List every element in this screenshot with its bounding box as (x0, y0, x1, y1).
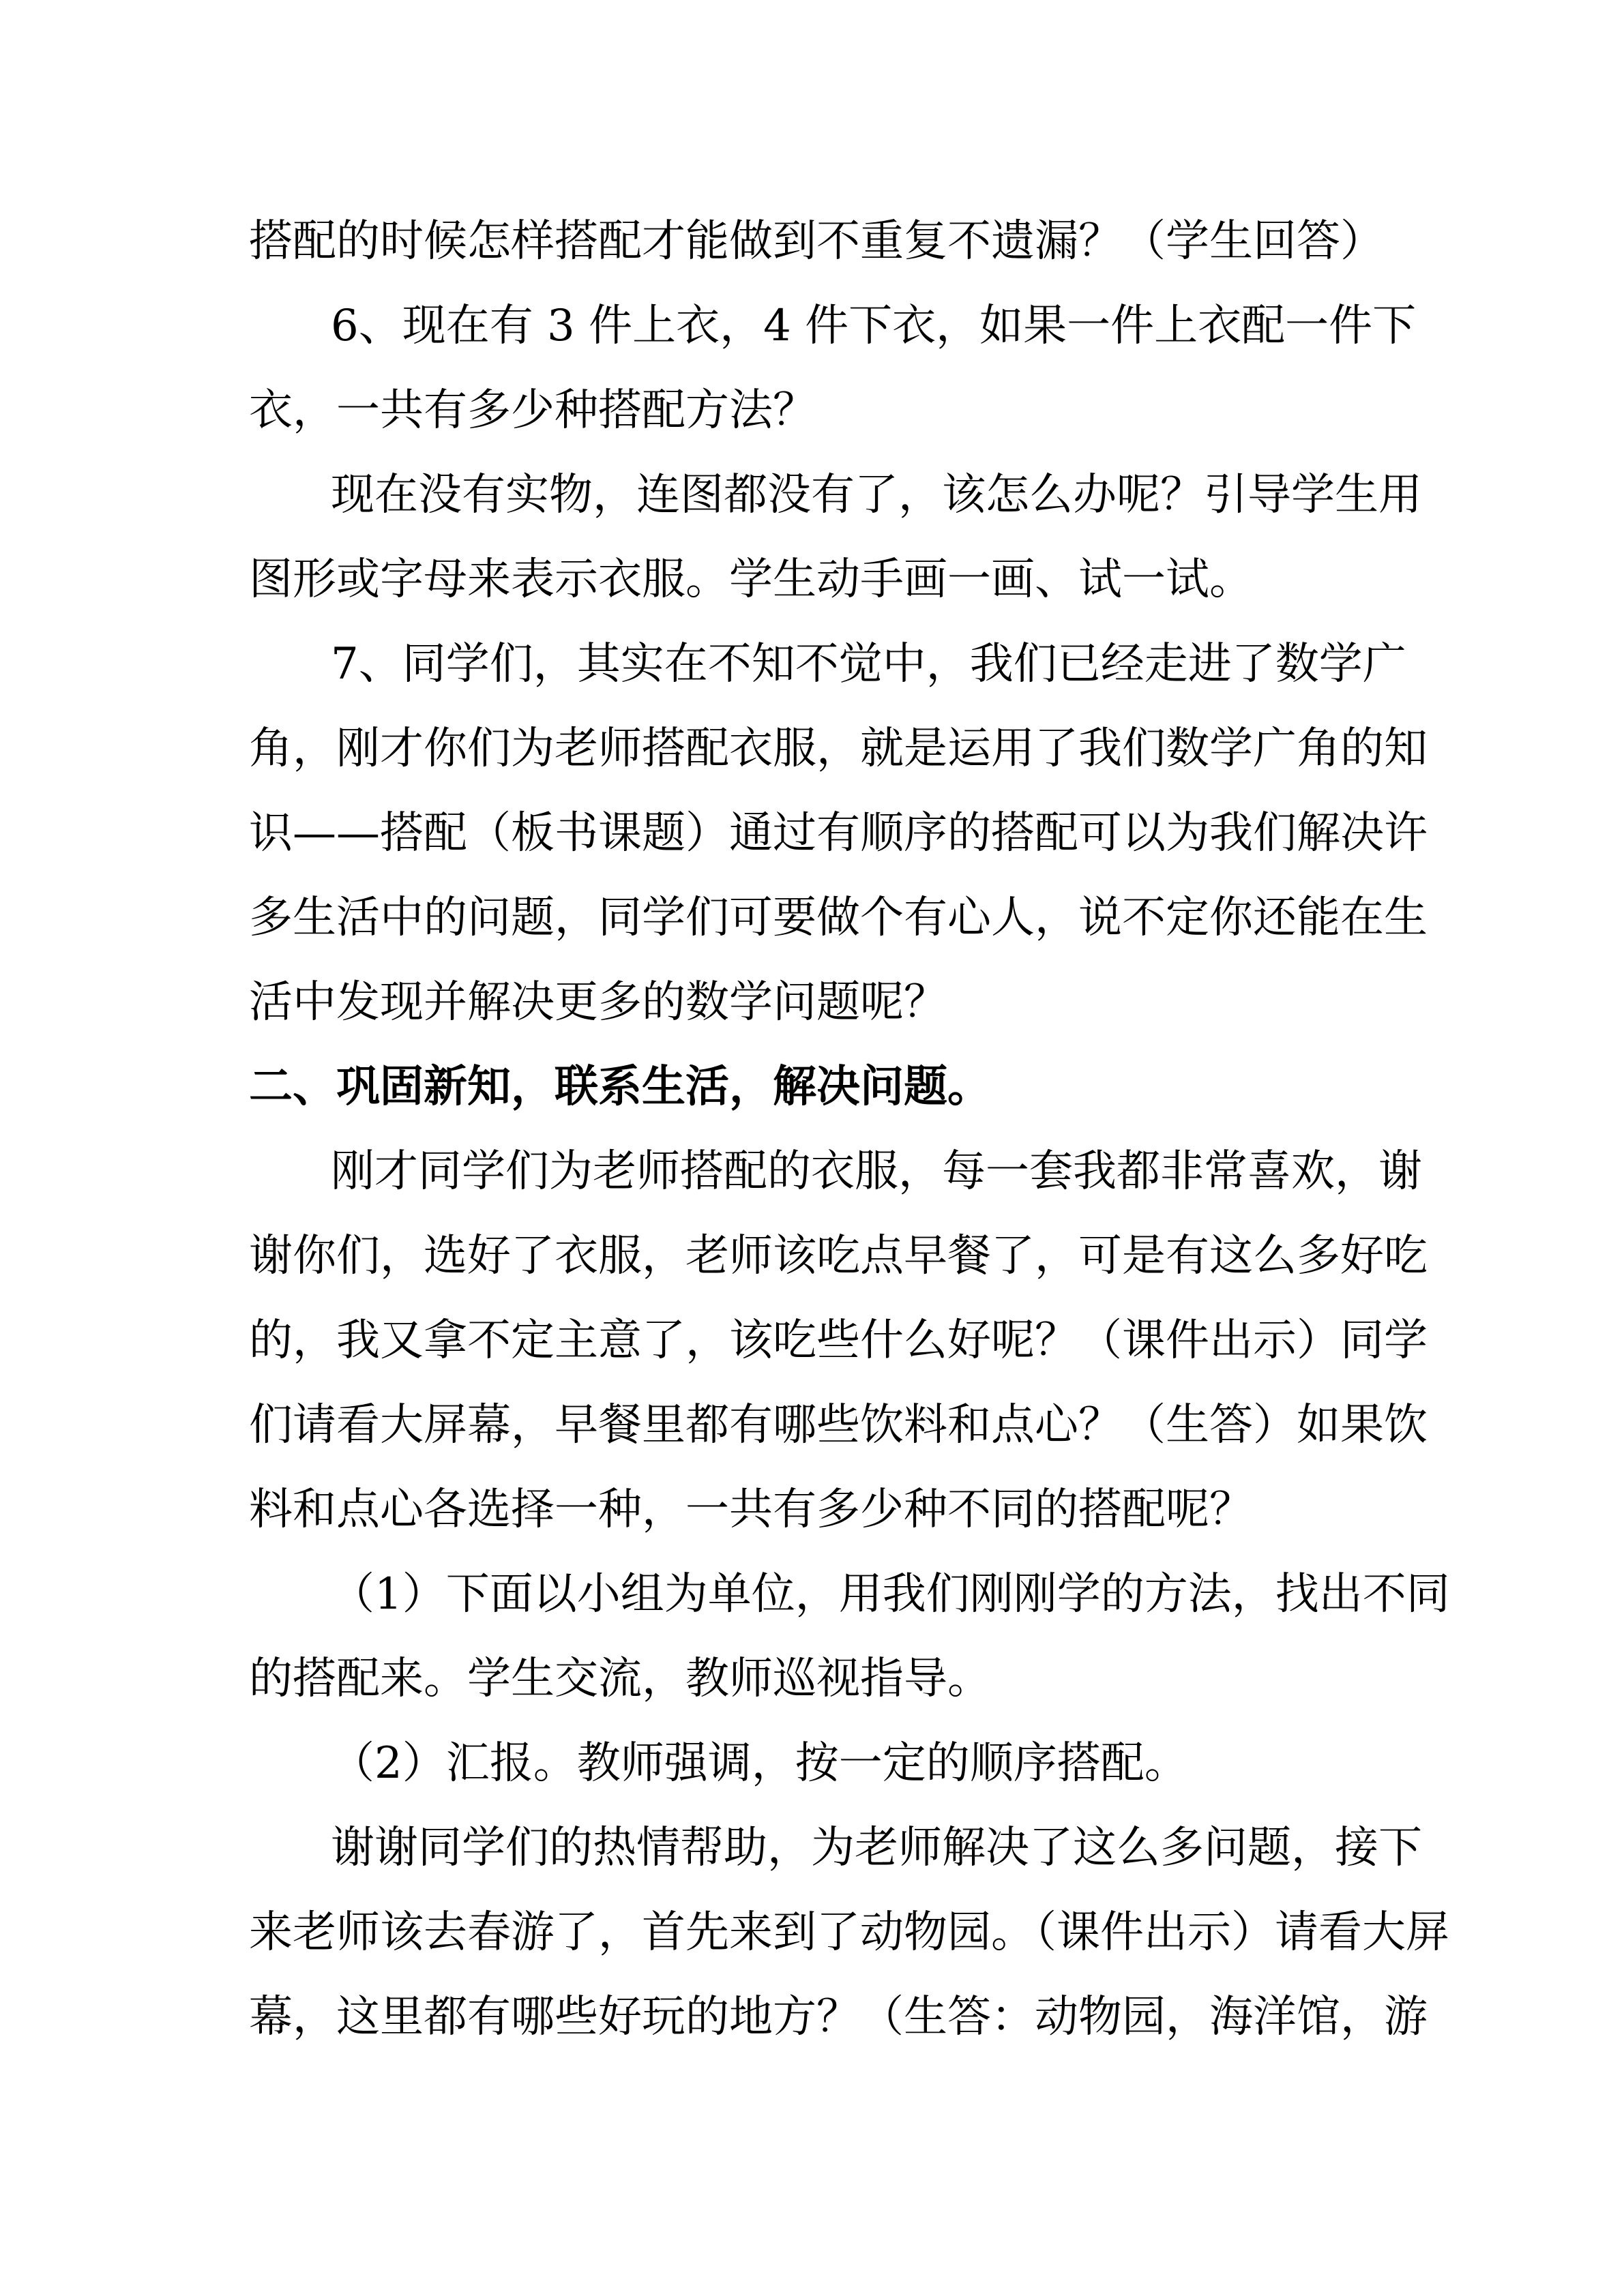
text-line: 幕，这里都有哪些好玩的地方？（生答：动物园，海洋馆，游 (249, 1992, 1428, 2042)
text-line: 谢你们，选好了衣服，老师该吃点早餐了，可是有这么多好吃 (249, 1231, 1428, 1281)
text-line: 刚才同学们为老师搭配的衣服，每一套我都非常喜欢，谢 (331, 1146, 1422, 1197)
text-line: 图形或字母来表示衣服。学生动手画一画、试一试。 (249, 554, 1253, 605)
text-line: 现在没有实物，连图都没有了，该怎么办呢？引导学生用 (331, 470, 1422, 520)
text-line: 们请看大屏幕，早餐里都有哪些饮料和点心？（生答）如果饮 (249, 1400, 1428, 1450)
text-line: 6、现在有 3 件上衣，4 件下衣，如果一件上衣配一件下 (331, 301, 1417, 351)
section-heading: 二、巩固新知，联系生活，解决问题。 (249, 1062, 991, 1112)
text-line: 的搭配来。学生交流，教师巡视指导。 (249, 1654, 991, 1704)
text-line: 谢谢同学们的热情帮助，为老师解决了这么多问题，接下 (331, 1823, 1422, 1873)
text-line: 来老师该去春游了，首先来到了动物园。（课件出示）请看大屏 (249, 1907, 1449, 1958)
text-line: （1）下面以小组为单位，用我们刚刚学的方法，找出不同 (331, 1569, 1450, 1620)
text-line: （2）汇报。教师强调，按一定的顺序搭配。 (331, 1738, 1188, 1789)
text-line: 识——搭配（板书课题）通过有顺序的搭配可以为我们解决许 (249, 808, 1428, 859)
text-line: 活中发现并解决更多的数学问题呢？ (249, 977, 947, 1028)
text-line: 料和点心各选择一种，一共有多少种不同的搭配呢？ (249, 1485, 1253, 1535)
text-line: 角，刚才你们为老师搭配衣服，就是运用了我们数学广角的知 (249, 724, 1428, 774)
text-line: 搭配的时候怎样搭配才能做到不重复不遗漏？（学生回答） (249, 216, 1384, 267)
text-line: 衣，一共有多少种搭配方法？ (249, 385, 816, 436)
text-line: 的，我又拿不定主意了，该吃些什么好呢？（课件出示）同学 (249, 1315, 1428, 1366)
text-line: 7、同学们，其实在不知不觉中，我们已经走进了数学广 (331, 639, 1406, 689)
text-line: 多生活中的问题，同学们可要做个有心人，说不定你还能在生 (249, 893, 1428, 943)
